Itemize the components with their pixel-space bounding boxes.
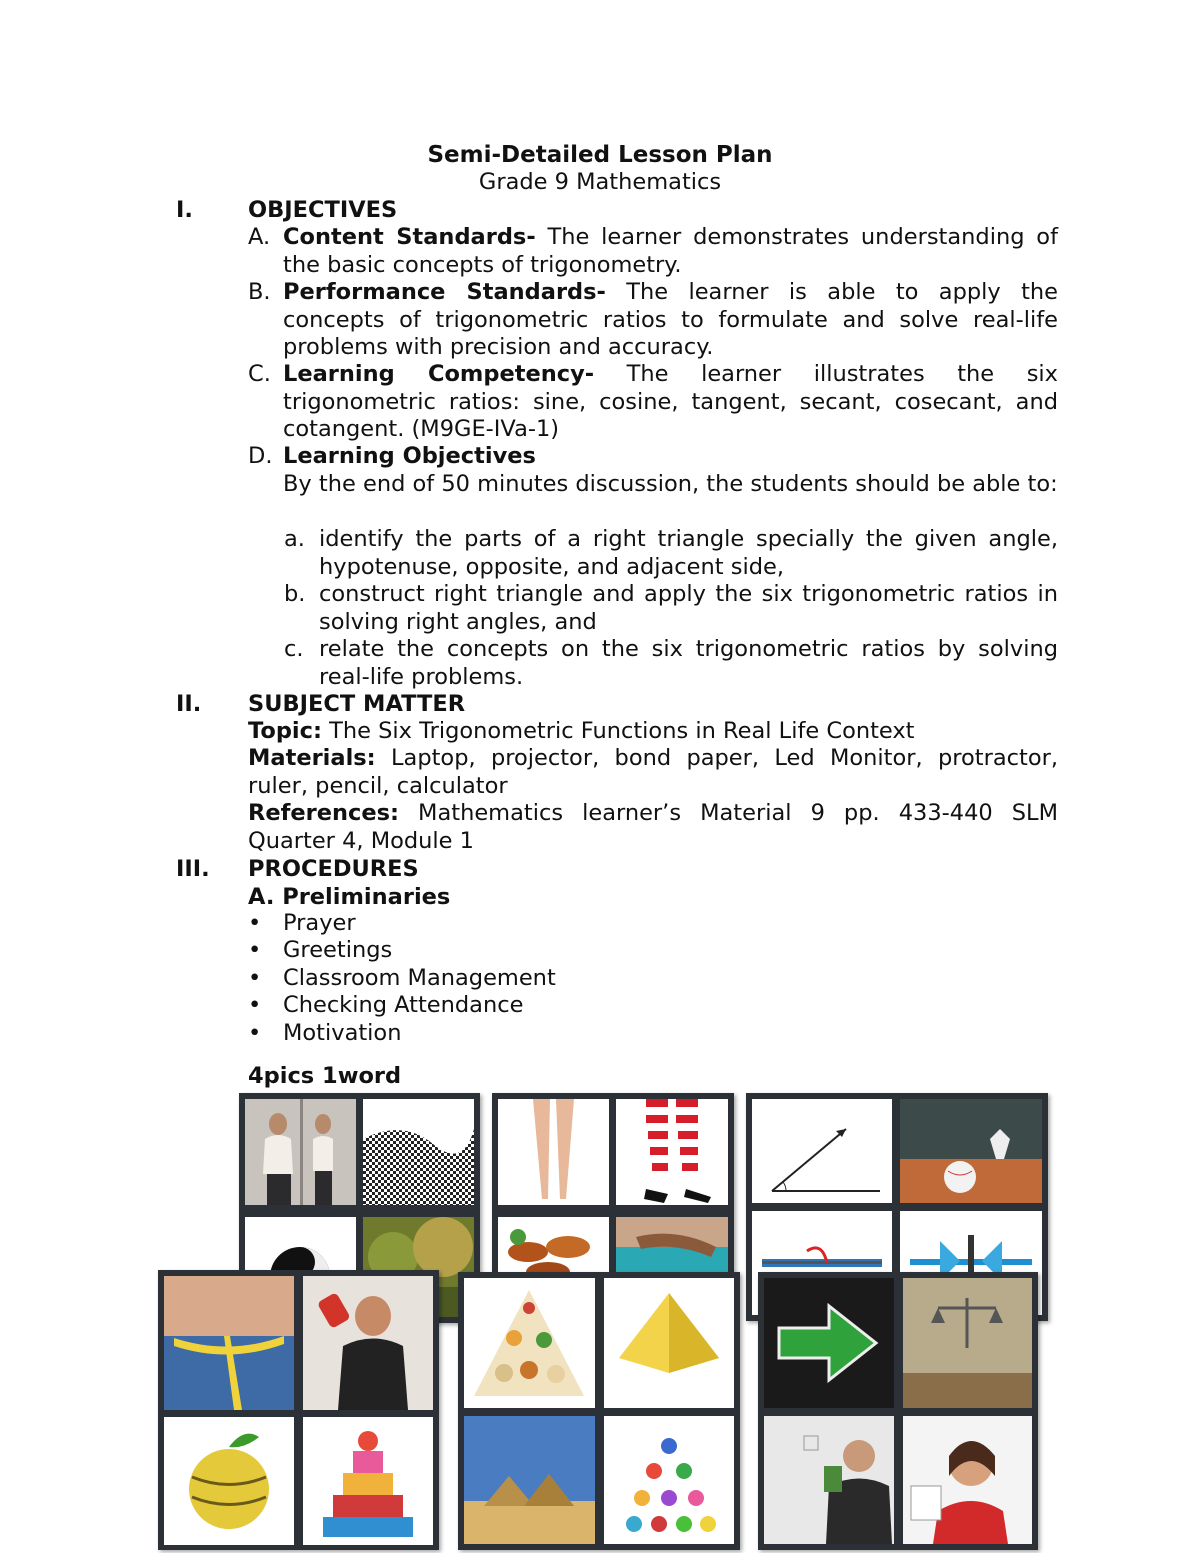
- learning-competency-text: The learner illustrates the six trigonometric ratios: sine, cosine, tangent, secant, cosecant, and cotangent. (M9GE-IVa-1): [283, 361, 1058, 442]
- section-number-subject-matter: II.: [176, 691, 202, 717]
- topic: [248, 718, 1058, 746]
- item-label: D.: [248, 443, 273, 469]
- legs-picture: [498, 1099, 609, 1205]
- puzzle-grid-6: [758, 1272, 1038, 1550]
- list-item-text: Prayer: [283, 910, 356, 936]
- baseball-pitch-picture: [900, 1099, 1042, 1203]
- list-item-text: Motivation: [283, 1020, 402, 1046]
- references: [248, 800, 1058, 855]
- businessman-picture: [764, 1416, 894, 1544]
- page-subtitle: Grade 9 Mathematics: [478, 169, 722, 195]
- apple-tape-picture: [164, 1417, 294, 1545]
- egypt-pyramids-picture: [464, 1416, 595, 1544]
- preliminaries-heading: A. Preliminaries: [248, 884, 451, 910]
- objective-b-text: construct right triangle and apply the six trigonometric ratios in solving right angles, and: [319, 581, 1058, 635]
- list-item: [248, 1020, 401, 1048]
- list-item-text: Greetings: [283, 937, 393, 963]
- objective-a: [284, 526, 1058, 581]
- content-standards: [248, 224, 1058, 279]
- section-heading-procedures: PROCEDURES: [248, 856, 419, 882]
- puzzle-grid-5: [458, 1272, 740, 1550]
- objective-c-label: c.: [284, 636, 304, 662]
- learning-competency-term: Learning Competency-: [283, 361, 595, 387]
- references-label: References:: [248, 800, 399, 826]
- content-standards-term: Content Standards-: [283, 224, 536, 250]
- performance-standards-text: The learner is able to apply the concepts of trigonometric ratios to formulate and solve real-life problems with precision and accuracy.: [283, 279, 1058, 360]
- section-number-objectives: I.: [176, 197, 193, 223]
- mirror-woman-picture: [245, 1099, 356, 1205]
- section-number-procedures: III.: [176, 856, 210, 882]
- content-standards-text: The learner demonstrates understanding of the basic concepts of trigonometry.: [283, 224, 1058, 278]
- smiling-woman-picture: [903, 1416, 1032, 1544]
- warped-grid-picture: [363, 1099, 474, 1205]
- learning-objectives: [248, 443, 1058, 498]
- performance-standards: [248, 279, 1058, 362]
- materials-label: Materials:: [248, 745, 376, 771]
- bullet-icon: •: [248, 965, 262, 991]
- references-text: Mathematics learner’s Material 9 pp. 433-440 SLM Quarter 4, Module 1: [248, 800, 1058, 854]
- materials-text: Laptop, projector, bond paper, Led Monitor, protractor, ruler, pencil, calculator: [248, 745, 1058, 799]
- item-label: C.: [248, 361, 271, 387]
- list-item-text: Checking Attendance: [283, 992, 524, 1018]
- learning-competency: [248, 361, 1058, 444]
- performance-standards-term: Performance Standards-: [283, 279, 606, 305]
- item-label: A.: [248, 224, 271, 250]
- courtroom-scale-picture: [903, 1278, 1032, 1408]
- objective-c: [284, 636, 1058, 691]
- topic-label: Topic:: [248, 718, 322, 744]
- bullet-icon: •: [248, 1020, 262, 1046]
- list-item: [248, 937, 392, 965]
- bullet-icon: •: [248, 910, 262, 936]
- list-item: [248, 965, 556, 993]
- striped-stockings-picture: [616, 1099, 728, 1205]
- puzzle-grid-4: [158, 1270, 439, 1550]
- food-triangle-picture: [464, 1278, 595, 1408]
- puzzle-title: 4pics 1word: [248, 1063, 402, 1089]
- list-item: [248, 910, 356, 938]
- learning-objectives-intro: By the end of 50 minutes discussion, the students should be able to:: [283, 470, 1058, 497]
- objective-a-label: a.: [284, 526, 305, 552]
- section-heading-subject-matter: SUBJECT MATTER: [248, 691, 466, 717]
- objective-b: [284, 581, 1058, 636]
- human-pyramid-picture: [604, 1416, 734, 1544]
- bullet-icon: •: [248, 992, 262, 1018]
- woman-drinking-picture: [303, 1276, 433, 1410]
- materials: [248, 745, 1058, 800]
- yellow-pyramid-picture: [604, 1278, 734, 1408]
- objective-b-label: b.: [284, 581, 306, 607]
- section-heading-objectives: OBJECTIVES: [248, 197, 398, 223]
- item-label: B.: [248, 279, 271, 305]
- objective-c-text: relate the concepts on the six trigonometric ratios by solving real-life problems.: [319, 636, 1058, 690]
- page-title: Semi-Detailed Lesson Plan: [427, 142, 773, 168]
- topic-text: The Six Trigonometric Functions in Real Life Context: [321, 718, 915, 744]
- angle-diagram-picture: [752, 1099, 892, 1203]
- objective-a-text: identify the parts of a right triangle specially the given angle, hypotenuse, opposite, and adjacent side,: [319, 526, 1058, 580]
- green-arrow-picture: [764, 1278, 894, 1408]
- bullet-icon: •: [248, 937, 262, 963]
- learning-objectives-term: Learning Objectives: [283, 443, 536, 469]
- measuring-waist-picture: [164, 1276, 294, 1410]
- food-pyramid-picture: [303, 1417, 433, 1545]
- list-item: [248, 992, 523, 1020]
- list-item-text: Classroom Management: [283, 965, 556, 991]
